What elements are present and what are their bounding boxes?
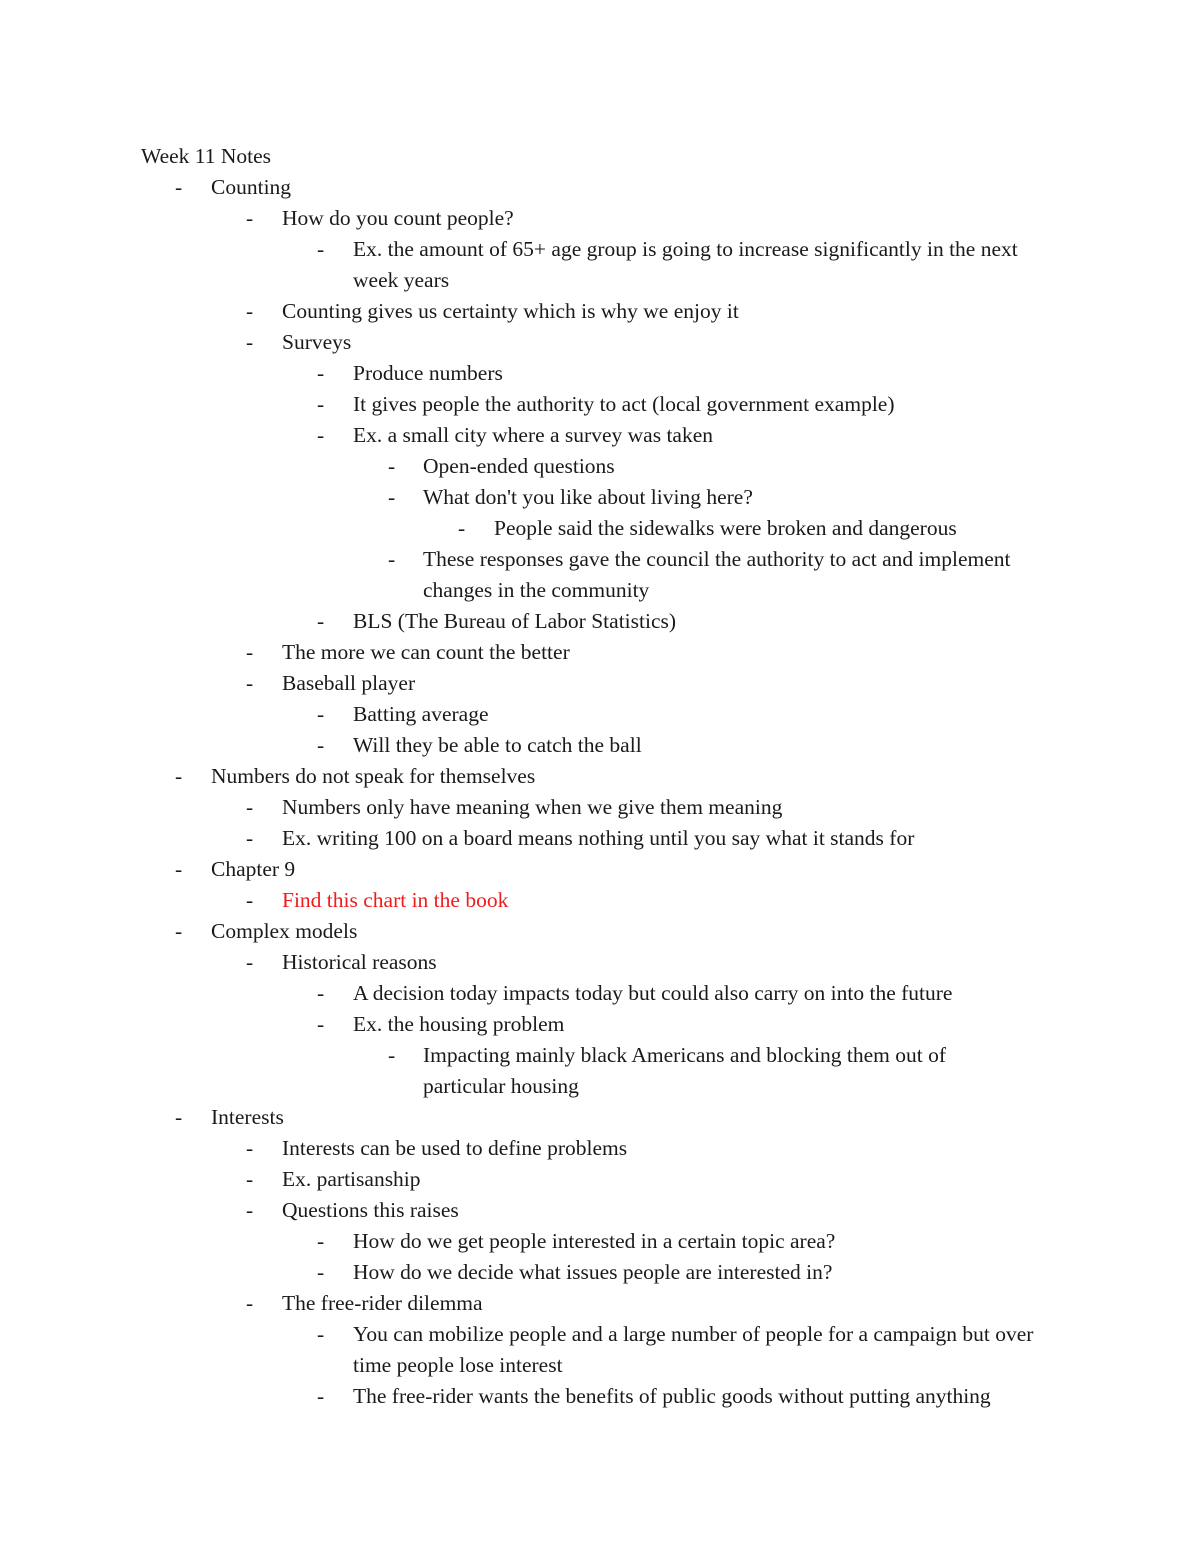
list-item [0, 854, 1200, 885]
bullet-dash: - [246, 330, 254, 354]
list-item-text: Baseball player [282, 671, 416, 695]
bullet-dash: - [246, 640, 254, 664]
list-item [0, 916, 1200, 947]
list-item [0, 234, 1200, 296]
list-item [0, 1195, 1200, 1226]
list-item [0, 1102, 1200, 1133]
bullet-dash: - [317, 361, 325, 385]
list-item-text: Find this chart in the book [282, 888, 509, 912]
list-item-text: Historical reasons [282, 950, 437, 974]
list-item-text: A decision today impacts today but could also carry on into the future [353, 981, 953, 1005]
list-item [0, 389, 1200, 420]
list-item-text: Batting average [353, 702, 489, 726]
list-item-text: Counting gives us certainty which is why we enjoy it [282, 299, 739, 323]
list-item-text: Counting [211, 175, 292, 199]
list-item [0, 761, 1200, 792]
list-item-text: How do we decide what issues people are interested in? [353, 1260, 833, 1284]
list-item-text: Numbers do not speak for themselves [211, 764, 536, 788]
bullet-dash: - [175, 175, 183, 199]
bullet-dash: - [317, 1322, 325, 1346]
bullet-dash: - [246, 888, 254, 912]
list-item [0, 823, 1200, 854]
bullet-dash: - [317, 423, 325, 447]
list-item-text: How do you count people? [282, 206, 514, 230]
bullet-list [0, 172, 1200, 1412]
list-item [0, 668, 1200, 699]
page-title: Week 11 Notes [141, 144, 272, 168]
bullet-dash: - [246, 795, 254, 819]
bullet-dash: - [175, 1105, 183, 1129]
list-item-text: Ex. the housing problem [353, 1012, 565, 1036]
bullet-dash: - [246, 1167, 254, 1191]
bullet-dash: - [175, 919, 183, 943]
bullet-dash: - [458, 516, 466, 540]
bullet-dash: - [317, 981, 325, 1005]
list-item [0, 1381, 1200, 1412]
bullet-dash: - [388, 485, 396, 509]
list-item-text: These responses gave the council the authority to act and implement changes in the community [423, 547, 1011, 602]
list-item [0, 699, 1200, 730]
list-item [0, 978, 1200, 1009]
list-item [0, 482, 1200, 513]
list-item-text: Interests [211, 1105, 284, 1129]
list-item-text: BLS (The Bureau of Labor Statistics) [353, 609, 677, 633]
list-item [0, 885, 1200, 916]
bullet-dash: - [317, 702, 325, 726]
bullet-dash: - [246, 1291, 254, 1315]
list-item [0, 947, 1200, 978]
bullet-dash: - [388, 547, 396, 571]
list-item-text: Open-ended questions [423, 454, 615, 478]
list-item-text: Produce numbers [353, 361, 503, 385]
list-item-text: Will they be able to catch the ball [353, 733, 642, 757]
list-item-text: Numbers only have meaning when we give them meaning [282, 795, 783, 819]
bullet-dash: - [317, 1260, 325, 1284]
list-item [0, 544, 1200, 606]
list-item [0, 513, 1200, 544]
list-item [0, 637, 1200, 668]
list-item [0, 730, 1200, 761]
list-item [0, 1133, 1200, 1164]
bullet-dash: - [388, 1043, 396, 1067]
bullet-dash: - [246, 950, 254, 974]
list-item [0, 792, 1200, 823]
list-item-text: What don't you like about living here? [423, 485, 753, 509]
list-item-text: Chapter 9 [211, 857, 296, 881]
list-item [0, 606, 1200, 637]
list-item-text: Interests can be used to define problems [282, 1136, 628, 1160]
list-item [0, 203, 1200, 234]
bullet-dash: - [175, 857, 183, 881]
bullet-dash: - [317, 733, 325, 757]
list-item-text: The free-rider dilemma [282, 1291, 483, 1315]
list-item-text: The more we can count the better [282, 640, 570, 664]
bullet-dash: - [246, 1136, 254, 1160]
bullet-dash: - [317, 392, 325, 416]
list-item-text: Surveys [282, 330, 352, 354]
list-item [0, 1009, 1200, 1040]
list-item [0, 1164, 1200, 1195]
list-item-text: Ex. a small city where a survey was taken [353, 423, 713, 447]
list-item-text: Complex models [211, 919, 358, 943]
list-item [0, 172, 1200, 203]
bullet-dash: - [246, 206, 254, 230]
bullet-dash: - [317, 1229, 325, 1253]
list-item [0, 420, 1200, 451]
list-item [0, 1319, 1200, 1381]
list-item-text: How do we get people interested in a certain topic area? [353, 1229, 836, 1253]
bullet-dash: - [175, 764, 183, 788]
list-item-text: Impacting mainly black Americans and blocking them out of particular housing [423, 1043, 947, 1098]
bullet-dash: - [246, 1198, 254, 1222]
list-item [0, 358, 1200, 389]
list-item-text: You can mobilize people and a large number of people for a campaign but over time people lose interest [353, 1322, 1034, 1377]
list-item [0, 1257, 1200, 1288]
bullet-dash: - [317, 609, 325, 633]
bullet-dash: - [246, 671, 254, 695]
list-item-text: The free-rider wants the benefits of public goods without putting anything [353, 1384, 991, 1408]
list-item-text: Ex. partisanship [282, 1167, 421, 1191]
list-item-text: People said the sidewalks were broken and dangerous [494, 516, 957, 540]
list-item [0, 451, 1200, 482]
list-item [0, 1288, 1200, 1319]
bullet-dash: - [246, 826, 254, 850]
list-item-text: It gives people the authority to act (local government example) [353, 392, 895, 416]
bullet-dash: - [317, 1384, 325, 1408]
list-item-text: Ex. the amount of 65+ age group is going to increase significantly in the next week years [353, 237, 1018, 292]
bullet-dash: - [246, 299, 254, 323]
list-item [0, 1040, 1200, 1102]
list-item-text: Questions this raises [282, 1198, 459, 1222]
list-item-text: Ex. writing 100 on a board means nothing until you say what it stands for [282, 826, 915, 850]
list-item [0, 327, 1200, 358]
bullet-dash: - [317, 237, 325, 261]
bullet-dash: - [388, 454, 396, 478]
list-item [0, 296, 1200, 327]
list-item [0, 1226, 1200, 1257]
bullet-dash: - [317, 1012, 325, 1036]
